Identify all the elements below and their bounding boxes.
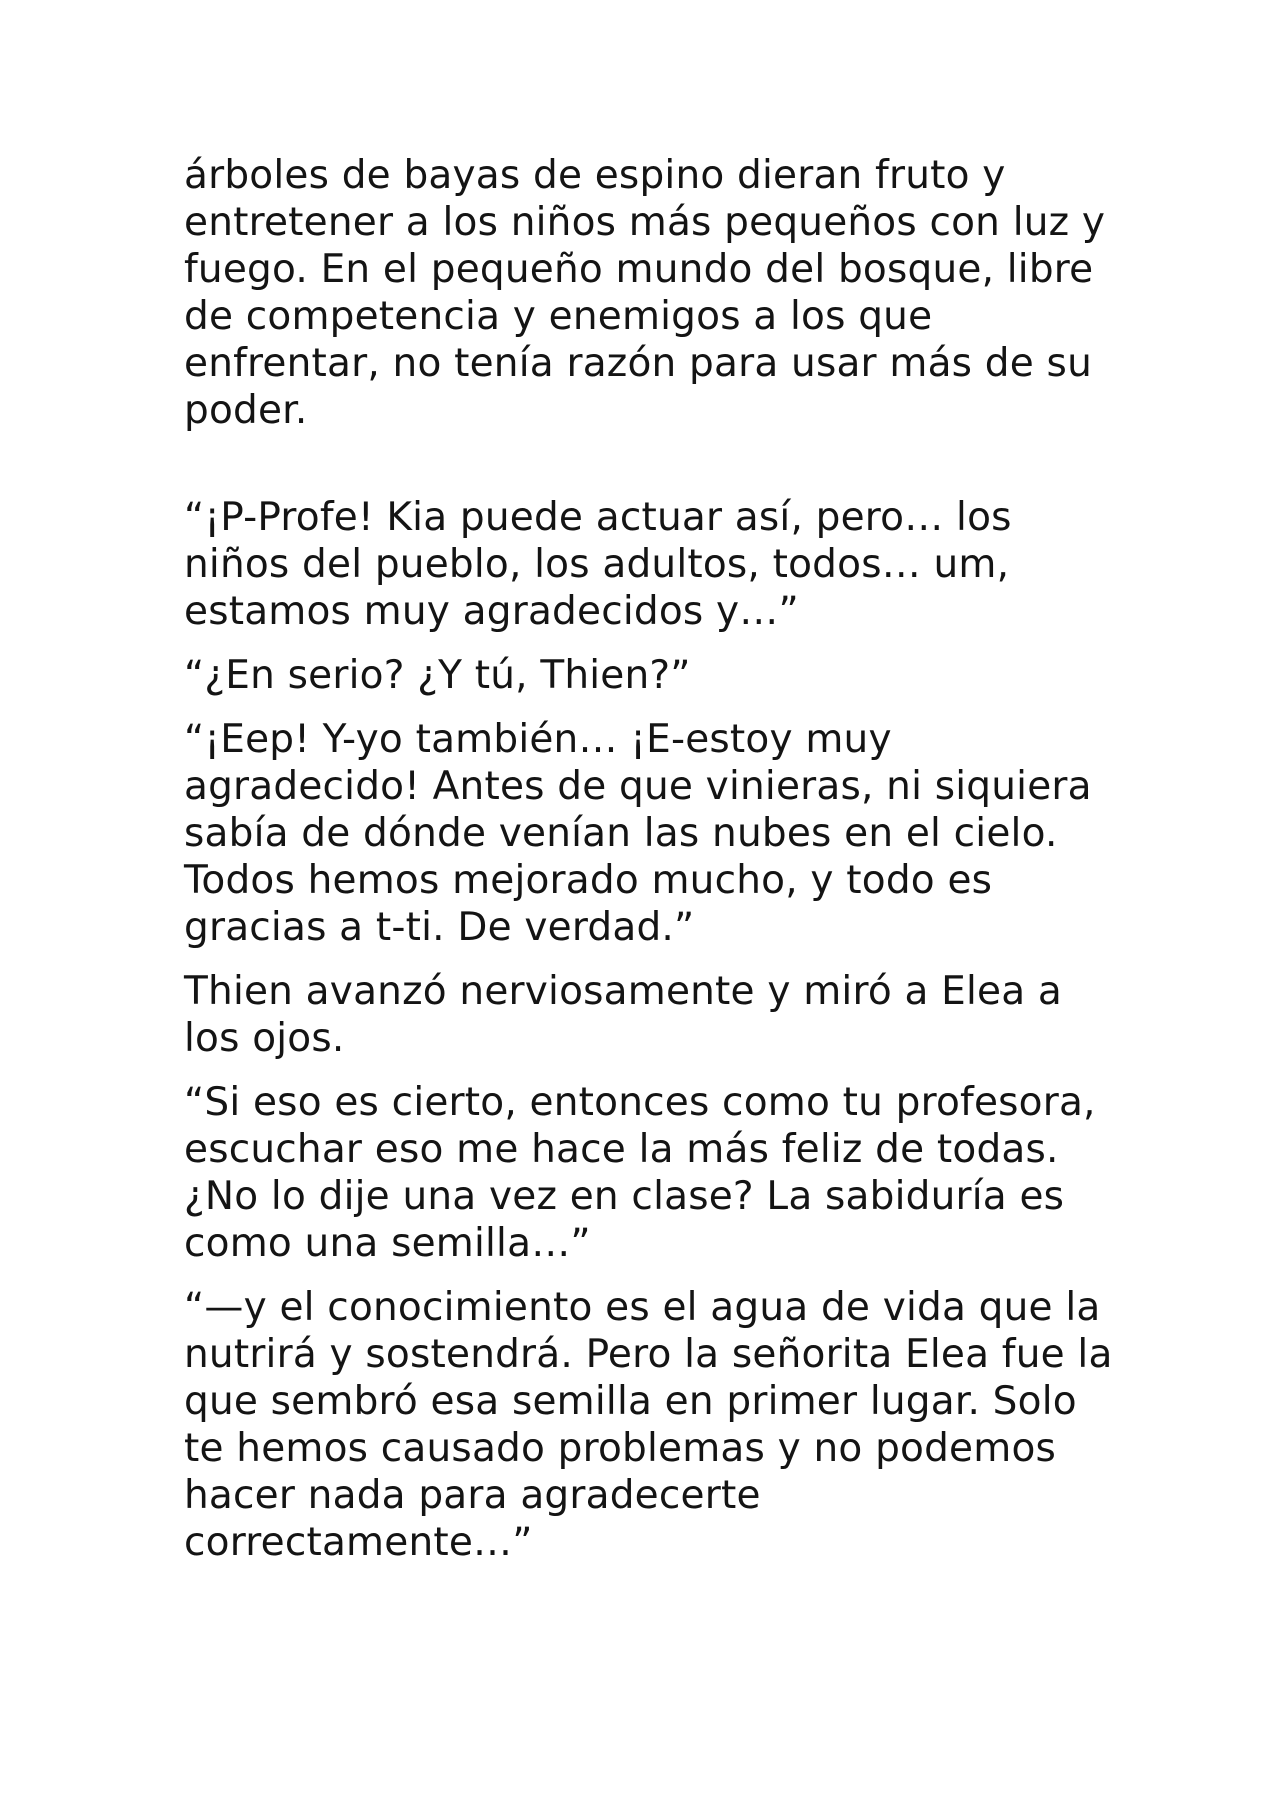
paragraph-dialogue-thanks: “¡P-Profe! Kia puede actuar así, pero… los niños del pueblo, los adultos, todos… um, estamos muy agradecidos y…” [184,495,1012,634]
paragraph-dialogue-thien: “¡Eep! Y-yo también… ¡E-estoy muy agradecido! Antes de que vinieras, ni siquiera sabía de dónde venían las nubes en el cielo. Todos hemos mejorado mucho, y todo es gracias a t-ti. De verdad.” [184,717,1092,950]
paragraph-dialogue-knowledge: “—y el conocimiento es el agua de vida que la nutrirá y sostendrá. Pero la señorita Elea fue la que sembró esa semilla en primer lugar. Solo te hemos causado problemas y no podemos hacer nada para agradecerte correctamente…” [184,1285,1113,1565]
paragraph-dialogue-question: “¿En serio? ¿Y tú, Thien?” [184,653,691,698]
paragraph-narration-intro: árboles de bayas de espino dieran fruto y entretener a los niños más pequeños con luz y fuego. En el pequeño mundo del bosque, libre de competencia y enemigos a los que enfrentar, no tenía razón para usar más de su poder. [184,153,1106,433]
paragraph-narration-thien: Thien avanzó nerviosamente y miró a Elea a los ojos. [184,969,1063,1061]
paragraph-dialogue-elea: “Si eso es cierto, entonces como tu profesora, escuchar eso me hace la más feliz de todas. ¿No lo dije una vez en clase? La sabiduría es como una semilla…” [184,1080,1096,1266]
body-text [184,152,1114,1583]
